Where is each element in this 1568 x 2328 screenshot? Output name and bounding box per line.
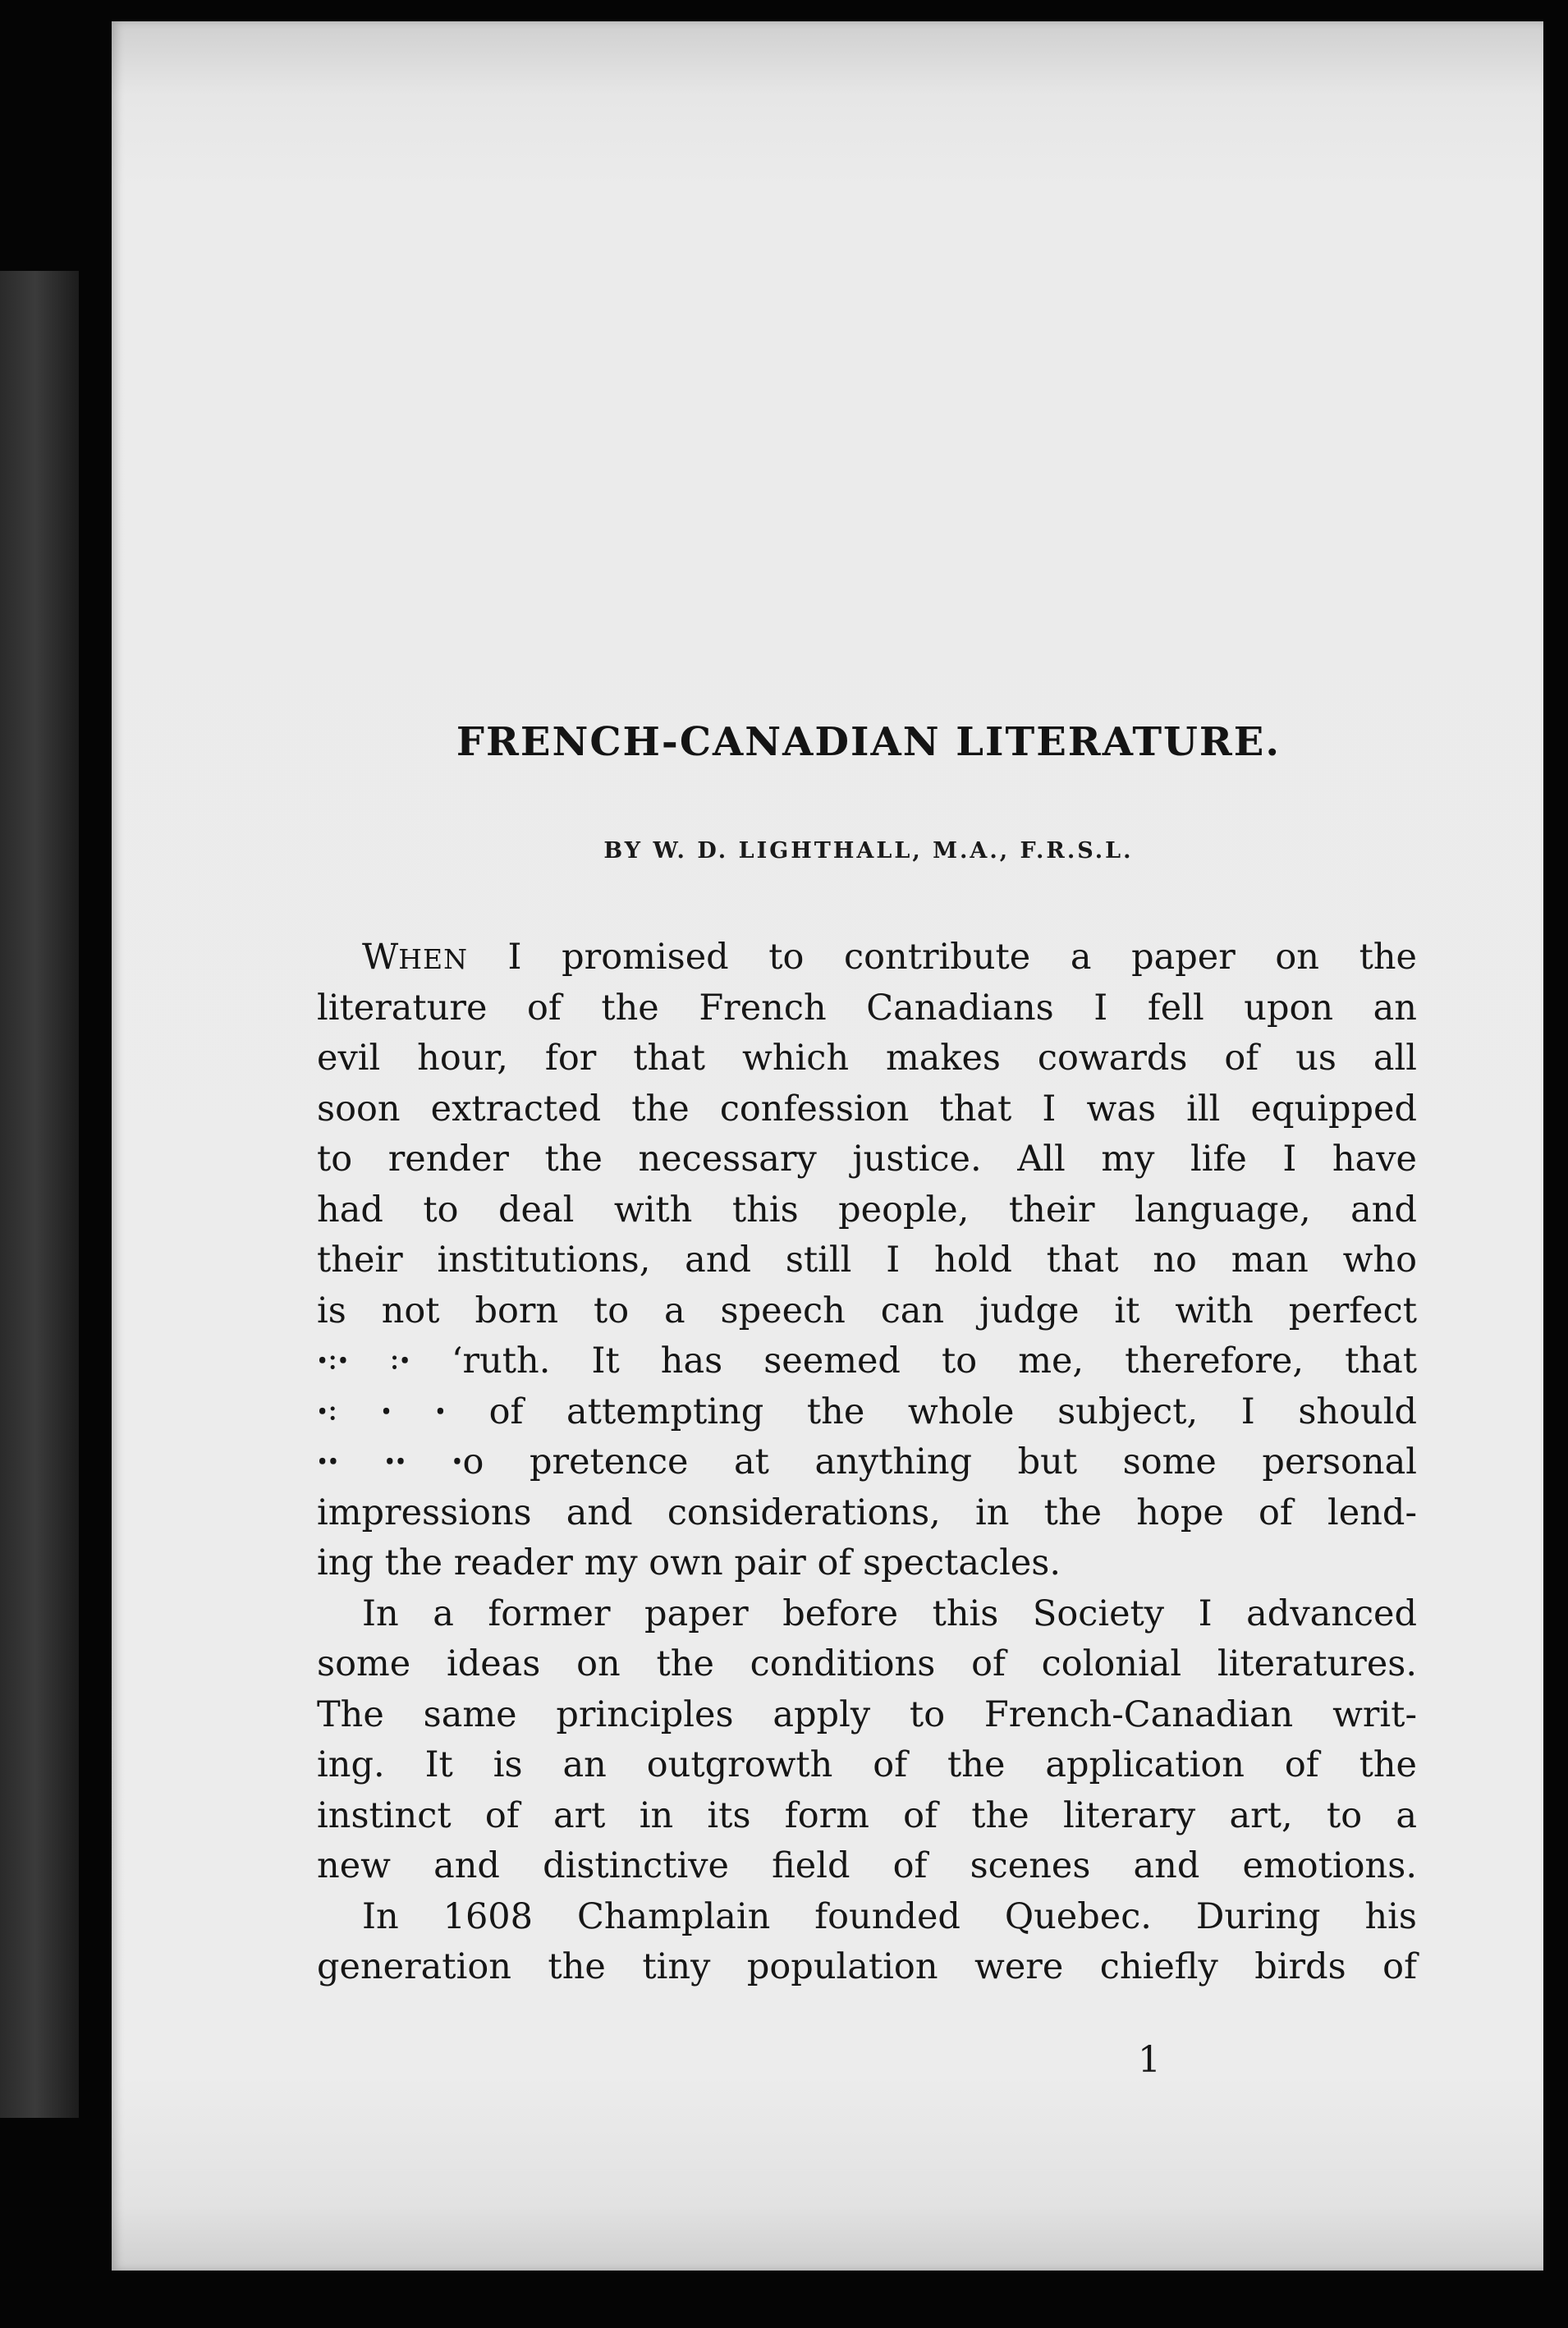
text-line: some ideas on the conditions of colonial literatures.	[317, 1643, 1417, 1684]
paragraph-2	[317, 1589, 1417, 1892]
small-caps-rest: HEN	[398, 943, 468, 975]
text-line: ing the reader my own pair of spectacles.	[317, 1542, 1061, 1583]
page-number: 1	[1138, 2039, 1161, 2081]
text-line: generation the tiny population were chiefly birds of	[317, 1946, 1417, 1987]
text-line: had to deal with this people, their language, and	[317, 1189, 1417, 1230]
paragraph-1	[317, 933, 1417, 1589]
small-caps-initial: W	[362, 937, 399, 978]
text-line: ing. It is an outgrowth of the application of the	[317, 1744, 1417, 1785]
text-line: to render the necessary justice. All my life I have	[317, 1139, 1417, 1180]
text-line: literature of the French Canadians I fell upon an	[317, 987, 1417, 1029]
author-byline: BY W. D. LIGHTHALL, M.A., F.R.S.L.	[603, 838, 1134, 864]
text-line: impressions and considerations, in the hope of lend-	[317, 1492, 1417, 1533]
text-line: is not born to a speech can judge it with perfect	[317, 1290, 1417, 1331]
text-line: their institutions, and still I hold that no man who	[317, 1240, 1417, 1281]
text-line: ꞏ꞉ꞏ ꞉ꞏ ‘ruth. It has seemed to me, therefore, that	[317, 1340, 1417, 1382]
text-line: In a former paper before this Society I advanced	[362, 1592, 1417, 1634]
text-line: WHEN I promised to contribute a paper on the	[362, 937, 1417, 978]
text-line: The same principles apply to French-Canadian writ-	[317, 1693, 1417, 1735]
text-line: In 1608 Champlain founded Quebec. During his	[362, 1895, 1417, 1937]
text-line: instinct of art in its form of the literary art, to a	[317, 1794, 1417, 1836]
article-title: FRENCH-CANADIAN LITERATURE.	[456, 719, 1281, 765]
text-line: new and distinctive field of scenes and emotions.	[317, 1845, 1417, 1886]
paragraph-3	[317, 1892, 1417, 1993]
text-line: evil hour, for that which makes cowards of us all	[317, 1038, 1417, 1079]
text-line: ꞏꞏ ꞏꞏ ꞏo pretence at anything but some personal	[317, 1441, 1417, 1482]
adjacent-page-edge	[0, 271, 79, 2118]
article-body	[317, 933, 1417, 1993]
text-line: ꞏ꞉ ꞏ ꞏ of attempting the whole subject, I should	[317, 1391, 1417, 1432]
text-line: soon extracted the confession that I was ill equipped	[317, 1088, 1417, 1130]
book-page	[112, 21, 1543, 2271]
